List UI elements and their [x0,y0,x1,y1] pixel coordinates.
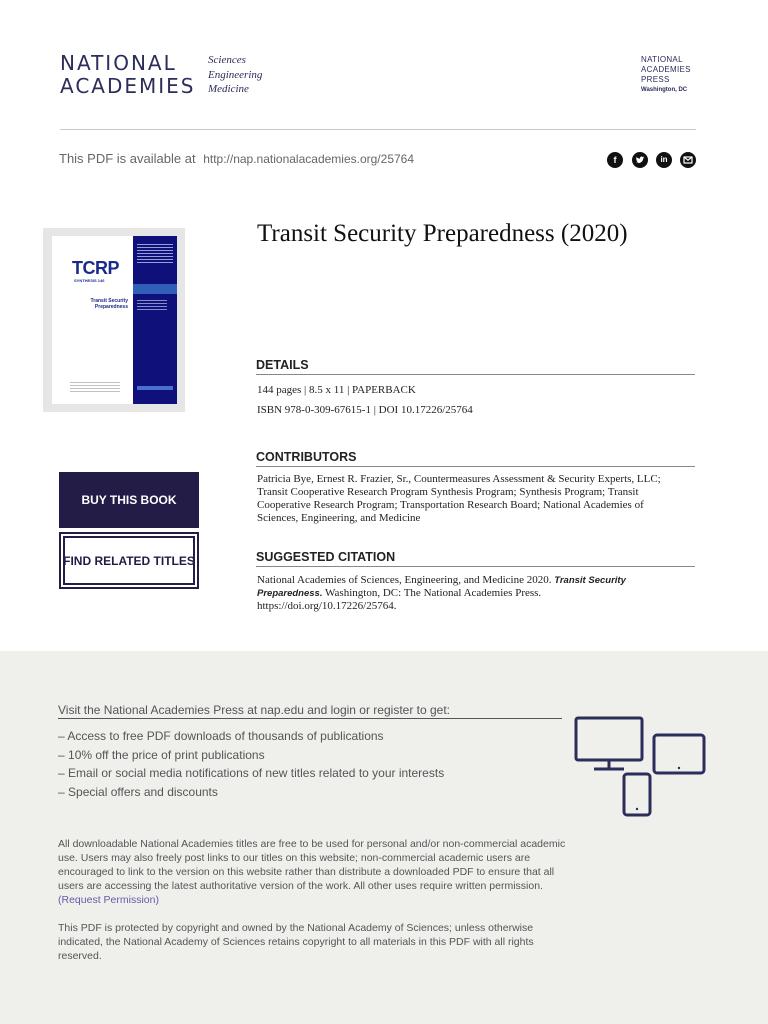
benefit-item: – 10% off the price of print publications [58,746,444,765]
citation-divider [256,566,695,567]
details-divider [256,374,695,375]
benefit-item: – Special offers and discounts [58,783,444,802]
find-related-titles-button[interactable]: FIND RELATED TITLES [59,532,199,589]
press-line-1: NATIONAL [641,55,683,64]
cover-band-text [137,244,173,264]
cover-fine-print [70,382,120,392]
availability-url[interactable]: http://nap.nationalacademies.org/25764 [203,152,415,166]
cover-title: Transit Security Preparedness [90,298,128,310]
usage-terms [58,837,568,907]
benefits-list [58,727,444,801]
press-line-3: PRESS [641,75,670,84]
citation-text [257,574,627,613]
availability-label: This PDF is available at [59,151,196,166]
facebook-icon[interactable]: f [607,152,623,168]
visit-nap-text: Visit the National Academies Press at nap.edu and login or register to get: [58,703,451,717]
national-academies-logo[interactable] [60,52,196,98]
contributors-heading: CONTRIBUTORS [256,450,357,464]
details-pages: 144 pages | 8.5 x 11 | PAPERBACK [257,384,416,396]
citation-suffix: Washington, DC: The National Academies Press. https://doi.org/10.17226/25764. [257,587,542,612]
twitter-icon[interactable] [632,152,648,168]
cover-band-text-2 [137,300,167,310]
buy-book-button[interactable]: BUY THIS BOOK [59,472,199,528]
contributors-text: Patricia Bye, Ernest R. Frazier, Sr., Countermeasures Assessment & Security Experts, LLC; Transit Cooperative Research Program Synthesis Program; Synthesis Program; Transit Cooperative Research Program; Transportation Research Board; National Academies of Sciences, Engineering, and Medicine [257,473,661,524]
citation-title: Transit Security Preparedness. [257,575,626,599]
details-isbn: ISBN 978-0-309-67615-1 | DOI 10.17226/25764 [257,404,473,416]
nap-press-logo[interactable] [641,55,691,95]
request-permission-link[interactable]: (Request Permission) [58,894,159,906]
usage-terms-text: All downloadable National Academies titles are free to be used for personal and/or non-commercial academic use. Users may also freely post links to our titles on this website; non-commercial academic users are encouraged to link to the version on this website rather than distribute a downloaded PDF to ensure that all users are accessing the latest authoritative version of the work. All other uses require written permission. [58,838,566,892]
press-location: Washington, DC [641,87,688,93]
logo-line-2: ACADEMIES [60,74,196,98]
details-heading: DETAILS [256,358,309,372]
cover-band-footer [137,386,173,390]
benefit-item: – Access to free PDF downloads of thousands of publications [58,727,444,746]
cover-series: TCRP [72,258,119,278]
cover-band-stripe [133,284,177,294]
linkedin-icon[interactable]: in [656,152,672,168]
logo-line-1: NATIONAL [60,51,177,75]
benefit-item: – Email or social media notifications of new titles related to your interests [58,764,444,783]
press-line-2: ACADEMIES [641,65,691,74]
devices-icon [572,714,708,820]
email-icon[interactable] [680,152,696,168]
cover-number: SYNTHESIS 146 [74,278,105,283]
citation-heading: SUGGESTED CITATION [256,550,396,564]
pdf-availability [59,151,414,166]
logo-sub-engineering: Engineering [208,68,263,81]
copyright-notice: This PDF is protected by copyright and owned by the National Academy of Sciences; unless otherwise indicated, the National Academy of Sciences retains copyright to all materials in this PDF with all rights reserved. [58,922,534,962]
logo-sub-medicine: Medicine [208,83,249,95]
contributors-divider [256,466,695,467]
logo-sub-sciences: Sciences [208,54,246,66]
visit-divider [58,718,562,719]
page-title: Transit Security Preparedness (2020) [257,220,628,247]
book-cover-image[interactable] [52,236,177,404]
header-divider [60,129,696,130]
citation-prefix: National Academies of Sciences, Engineering, and Medicine 2020. [257,574,552,586]
logo-subtitle [208,53,262,97]
